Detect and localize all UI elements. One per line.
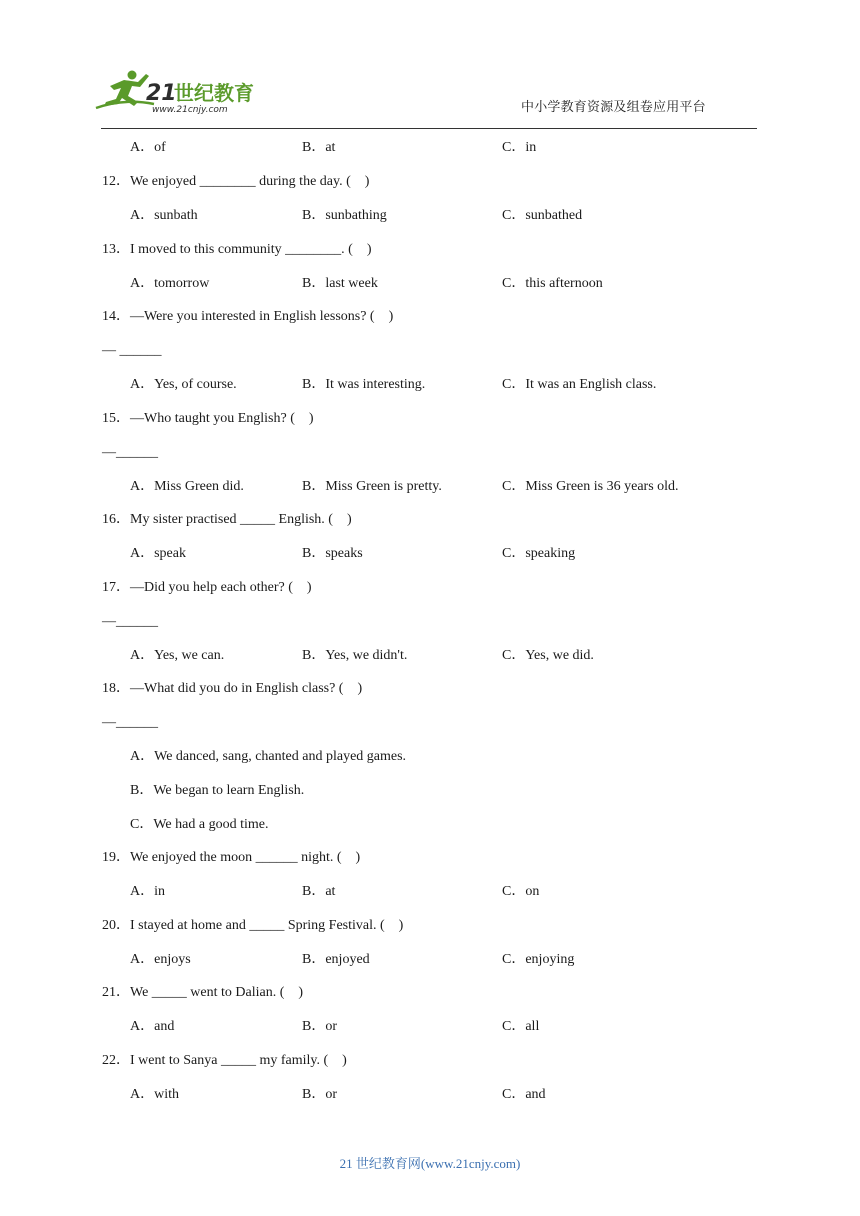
question-15-stem: 15．—Who taught you English? ( ) xyxy=(102,411,314,426)
question-13-stem: 13．I moved to this community ________. ( ) xyxy=(102,242,372,257)
q20-option-a: A．enjoys xyxy=(130,952,191,967)
q19-option-c: C．on xyxy=(502,884,540,899)
logo-wordmark: 世纪教育 xyxy=(174,81,254,105)
q16-option-a: A．speak xyxy=(130,546,186,561)
q14-option-b: B．It was interesting. xyxy=(302,377,426,392)
page-footer-link[interactable]: 21 世纪教育网(www.21cnjy.com) xyxy=(339,1156,521,1171)
question-22-stem: 22．I went to Sanya _____ my family. ( ) xyxy=(102,1053,347,1068)
svg-text:21: 21 xyxy=(146,81,177,106)
q14-option-c: C．It was an English class. xyxy=(502,377,657,392)
q12-option-a: A．sunbath xyxy=(130,208,198,223)
q15-option-a: A．Miss Green did. xyxy=(130,479,244,494)
q13-option-a: A．tomorrow xyxy=(130,276,210,291)
q13-option-c: C．this afternoon xyxy=(502,276,603,291)
q22-option-a: A．with xyxy=(130,1087,179,1102)
q21-option-c: C．all xyxy=(502,1019,540,1034)
platform-title: 中小学教育资源及组卷应用平台 xyxy=(521,99,706,114)
question-21-stem: 21．We _____ went to Dalian. ( ) xyxy=(102,985,304,1000)
q14-answer-line: — ______ xyxy=(102,343,162,358)
q18-option-c: C．We had a good time. xyxy=(130,817,269,832)
question-20-stem: 20．I stayed at home and _____ Spring Festival. ( ) xyxy=(102,918,404,933)
q19-option-b: B．at xyxy=(302,884,336,899)
q20-option-c: C．enjoying xyxy=(502,952,575,967)
q20-option-b: B．enjoyed xyxy=(302,952,370,967)
q18-option-a: A．We danced, sang, chanted and played games. xyxy=(130,749,407,764)
q15-answer-line: —______ xyxy=(102,445,158,460)
q15-option-c: C．Miss Green is 36 years old. xyxy=(502,479,679,494)
q22-option-c: C．and xyxy=(502,1087,546,1102)
question-19-stem: 19．We enjoyed the moon ______ night. ( ) xyxy=(102,850,361,865)
question-12-stem: 12．We enjoyed ________ during the day. ( ) xyxy=(102,174,370,189)
q11-option-c: C．in xyxy=(502,140,537,155)
q16-option-c: C．speaking xyxy=(502,546,576,561)
q18-answer-line: —______ xyxy=(102,715,158,730)
q21-option-b: B．or xyxy=(302,1019,337,1034)
q17-option-a: A．Yes, we can. xyxy=(130,648,225,663)
q21-option-a: A．and xyxy=(130,1019,175,1034)
q17-option-b: B．Yes, we didn't. xyxy=(302,648,408,663)
svg-text:www.21cnjy.com: www.21cnjy.com xyxy=(152,105,228,115)
site-logo xyxy=(94,68,264,116)
question-14-stem: 14．—Were you interested in English lessons? ( ) xyxy=(102,309,394,324)
runner-logo-icon xyxy=(94,68,264,116)
q12-option-b: B．sunbathing xyxy=(302,208,387,223)
q12-option-c: C．sunbathed xyxy=(502,208,583,223)
q15-option-b: B．Miss Green is pretty. xyxy=(302,479,442,494)
q13-option-b: B．last week xyxy=(302,276,378,291)
question-16-stem: 16．My sister practised _____ English. ( ) xyxy=(102,512,352,527)
q16-option-b: B．speaks xyxy=(302,546,363,561)
q22-option-b: B．or xyxy=(302,1087,337,1102)
question-18-stem: 18．—What did you do in English class? ( ) xyxy=(102,681,363,696)
q17-option-c: C．Yes, we did. xyxy=(502,648,594,663)
page-header xyxy=(0,0,860,135)
q11-option-a: A．of xyxy=(130,140,166,155)
header-divider xyxy=(101,128,757,129)
q17-answer-line: —______ xyxy=(102,614,158,629)
q18-option-b: B．We began to learn English. xyxy=(130,783,305,798)
question-17-stem: 17．—Did you help each other? ( ) xyxy=(102,580,312,595)
q11-option-b: B．at xyxy=(302,140,336,155)
q14-option-a: A．Yes, of course. xyxy=(130,377,237,392)
q19-option-a: A．in xyxy=(130,884,165,899)
